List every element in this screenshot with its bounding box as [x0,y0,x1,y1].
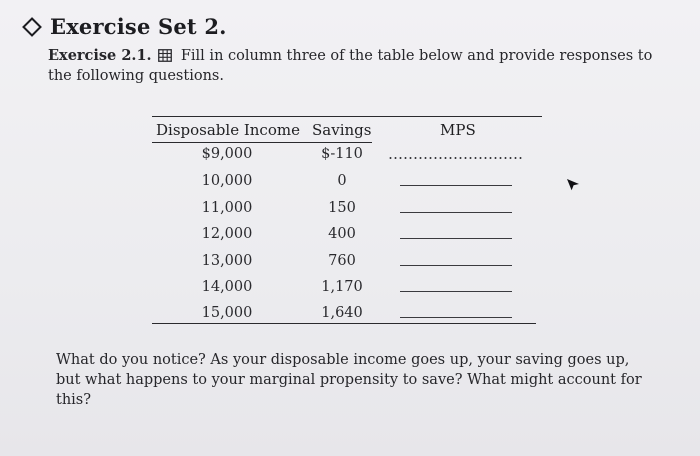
diamond-icon [22,17,42,37]
table-icon[interactable] [158,49,172,62]
income-cell: 15,000 [201,305,253,321]
savings-cell: 1,640 [321,305,363,321]
table-top-rule [152,116,542,117]
mps-answer-blank[interactable] [388,157,524,159]
savings-cell: $-110 [321,146,363,162]
mps-answer-blank[interactable] [400,238,512,239]
income-cell: $9,000 [201,146,253,162]
mps-answer-blank[interactable] [400,212,512,213]
mps-answer-blank[interactable] [400,317,512,318]
income-cell: 14,000 [201,279,253,295]
income-cell: 12,000 [201,226,253,242]
discussion-question: What do you notice? As your disposable income goes up, your saving goes up, but what happens to your marginal propensity to save? What might account for this? [56,352,642,408]
header-mps: MPS [440,121,476,139]
income-cell: 11,000 [201,200,253,216]
exercise-text: Fill in column three of the table below and provide responses to the following questions. [48,48,653,84]
header-savings: Savings [312,121,372,139]
section-heading [22,14,227,39]
savings-cell: 400 [328,226,356,242]
header-disposable-income: Disposable Income [156,121,300,139]
mouse-pointer-icon [566,177,580,191]
income-cell: 13,000 [201,253,253,269]
savings-cell: 150 [328,200,356,216]
table-bottom-rule [152,323,536,324]
savings-cell: 1,170 [321,279,363,295]
section-title: Exercise Set 2. [50,14,227,39]
exercise-number: Exercise 2.1. [48,47,152,64]
exercise-prompt [48,46,668,86]
savings-table [152,116,544,328]
income-cell: 10,000 [201,173,253,189]
savings-cell: 760 [328,253,356,269]
mps-answer-blank[interactable] [400,185,512,186]
header-bottom-rule [152,142,372,143]
mps-answer-blank[interactable] [400,265,512,266]
mps-answer-blank[interactable] [400,291,512,292]
savings-cell: 0 [337,173,347,189]
